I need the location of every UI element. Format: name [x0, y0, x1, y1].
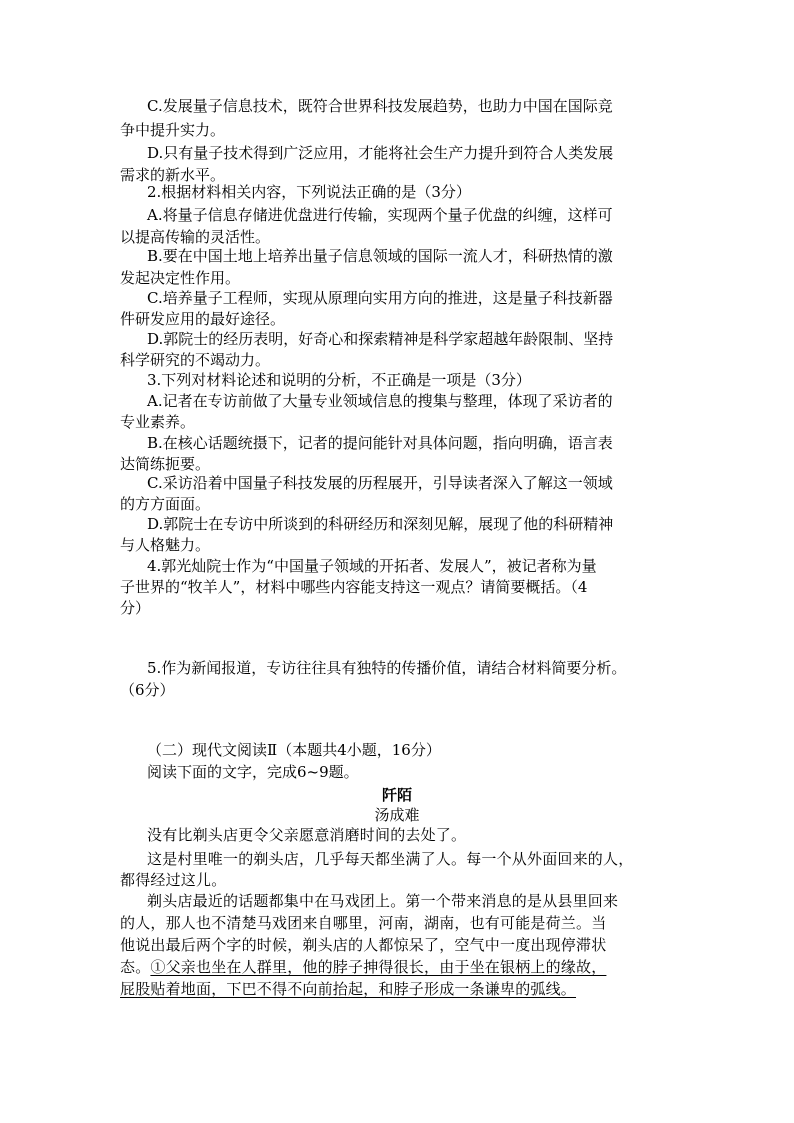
story-paragraph-2-line2: 都得经过这儿。 [120, 871, 227, 889]
q4-line2: 子世界的“牧羊人”，材料中哪些内容能支持这一观点？请简要概括。（4 [120, 578, 588, 596]
q1-option-c-line1: C.发展量子信息技术，既符合世界科技发展趋势，也助力中国在国际竞 [147, 97, 613, 115]
q2-option-c-line2: 件研发应用的最好途径。 [120, 310, 286, 328]
q3-option-c-line1: C.采访沿着中国量子科技发展的历程展开，引导读者深入了解这一领域 [147, 474, 613, 492]
q1-option-c-line2: 争中提升实力。 [120, 121, 226, 139]
q2-option-c-line1: C.培养量子工程师，实现从原理向实用方向的推进，这是量子科技新器 [147, 289, 613, 307]
q3-option-d-line2: 与人格魅力。 [120, 536, 211, 554]
story-title: 阡陌 [381, 786, 412, 804]
q1-option-d-line2: 需求的新水平。 [120, 166, 226, 184]
q3-option-d-line1: D.郭院士在专访中所谈到的科研经历和深刻见解，展现了他的科研精神 [147, 515, 614, 533]
q2-option-b-line2: 发起决定性作用。 [120, 269, 241, 287]
story-paragraph-3-line3: 他说出最后两个字的时候，剃头店的人都惊呆了，空气中一度出现停滞状 [120, 936, 607, 954]
q4-line1: 4.郭光灿院士作为“中国量子领域的开拓者、发展人”，被记者称为量 [147, 557, 597, 575]
q3-option-c-line2: 的方方面面。 [120, 495, 211, 513]
q2-option-d-line2: 科学研究的不竭动力。 [120, 351, 271, 369]
q3-option-b-line2: 达简练扼要。 [120, 455, 211, 473]
q3-option-a-line2: 专业素养。 [120, 413, 196, 431]
q2-option-a-line1: A.将量子信息存储进优盘进行传输，实现两个量子优盘的纠缠，这样可 [147, 206, 613, 224]
story-paragraph-2-line1: 这是村里唯一的剃头店，几乎每天都坐满了人。每一个从外面回来的人， [147, 850, 634, 868]
q5-line1: 5.作为新闻报道，专访往往具有独特的传播价值，请结合材料简要分析。 [147, 659, 627, 677]
underlined-sentence-1-continued: 屁股贴着地面，下巴不得不向前抬起，和脖子形成一条谦卑的弧线。 [120, 980, 577, 998]
story-paragraph-3-line2: 的人，那人也不清楚马戏团来自哪里，河南，湖南，也有可能是荷兰。当 [120, 914, 607, 932]
q3-option-b-line1: B.在核心话题统摄下，记者的提问能针对具体问题，指向明确，语言表 [147, 434, 613, 452]
q5-line2: （6分） [120, 681, 175, 699]
q3-option-a-line1: A.记者在专访前做了大量专业领域信息的搜集与整理，体现了采访者的 [147, 392, 613, 410]
q2-option-a-line2: 以提高传输的灵活性。 [120, 228, 271, 246]
q4-line3: 分） [120, 599, 151, 617]
story-line4-plain: 态。 [120, 958, 151, 976]
story-paragraph-3-line1: 剃头店最近的话题都集中在马戏团上。第一个带来消息的是从县里回来 [147, 892, 619, 910]
q2-stem: 2.根据材料相关内容，下列说法正确的是（3分） [147, 183, 471, 201]
section-heading: （二）现代文阅读Ⅱ（本题共4小题，16分） [147, 741, 441, 759]
q1-option-d-line1: D.只有量子技术得到广泛应用，才能将社会生产力提升到符合人类发展 [147, 144, 614, 162]
story-paragraph-3-line4 [120, 955, 606, 979]
underlined-sentence-1: ①父亲也坐在人群里，他的脖子抻得很长，由于坐在银柄上的缘故， [150, 958, 607, 976]
section-instruction: 阅读下面的文字，完成6~9题。 [147, 763, 359, 781]
q2-option-b-line1: B.要在中国土地上培养出量子信息领域的国际一流人才，科研热情的激 [147, 247, 613, 265]
story-paragraph-1: 没有比剃头店更令父亲愿意消磨时间的去处了。 [147, 826, 467, 844]
q3-stem: 3.下列对材料论述和说明的分析，不正确是一项是（3分） [147, 371, 531, 389]
story-author: 汤成难 [374, 806, 420, 824]
q2-option-d-line1: D.郭院士的经历表明，好奇心和探索精神是科学家超越年龄限制、坚持 [147, 330, 614, 348]
